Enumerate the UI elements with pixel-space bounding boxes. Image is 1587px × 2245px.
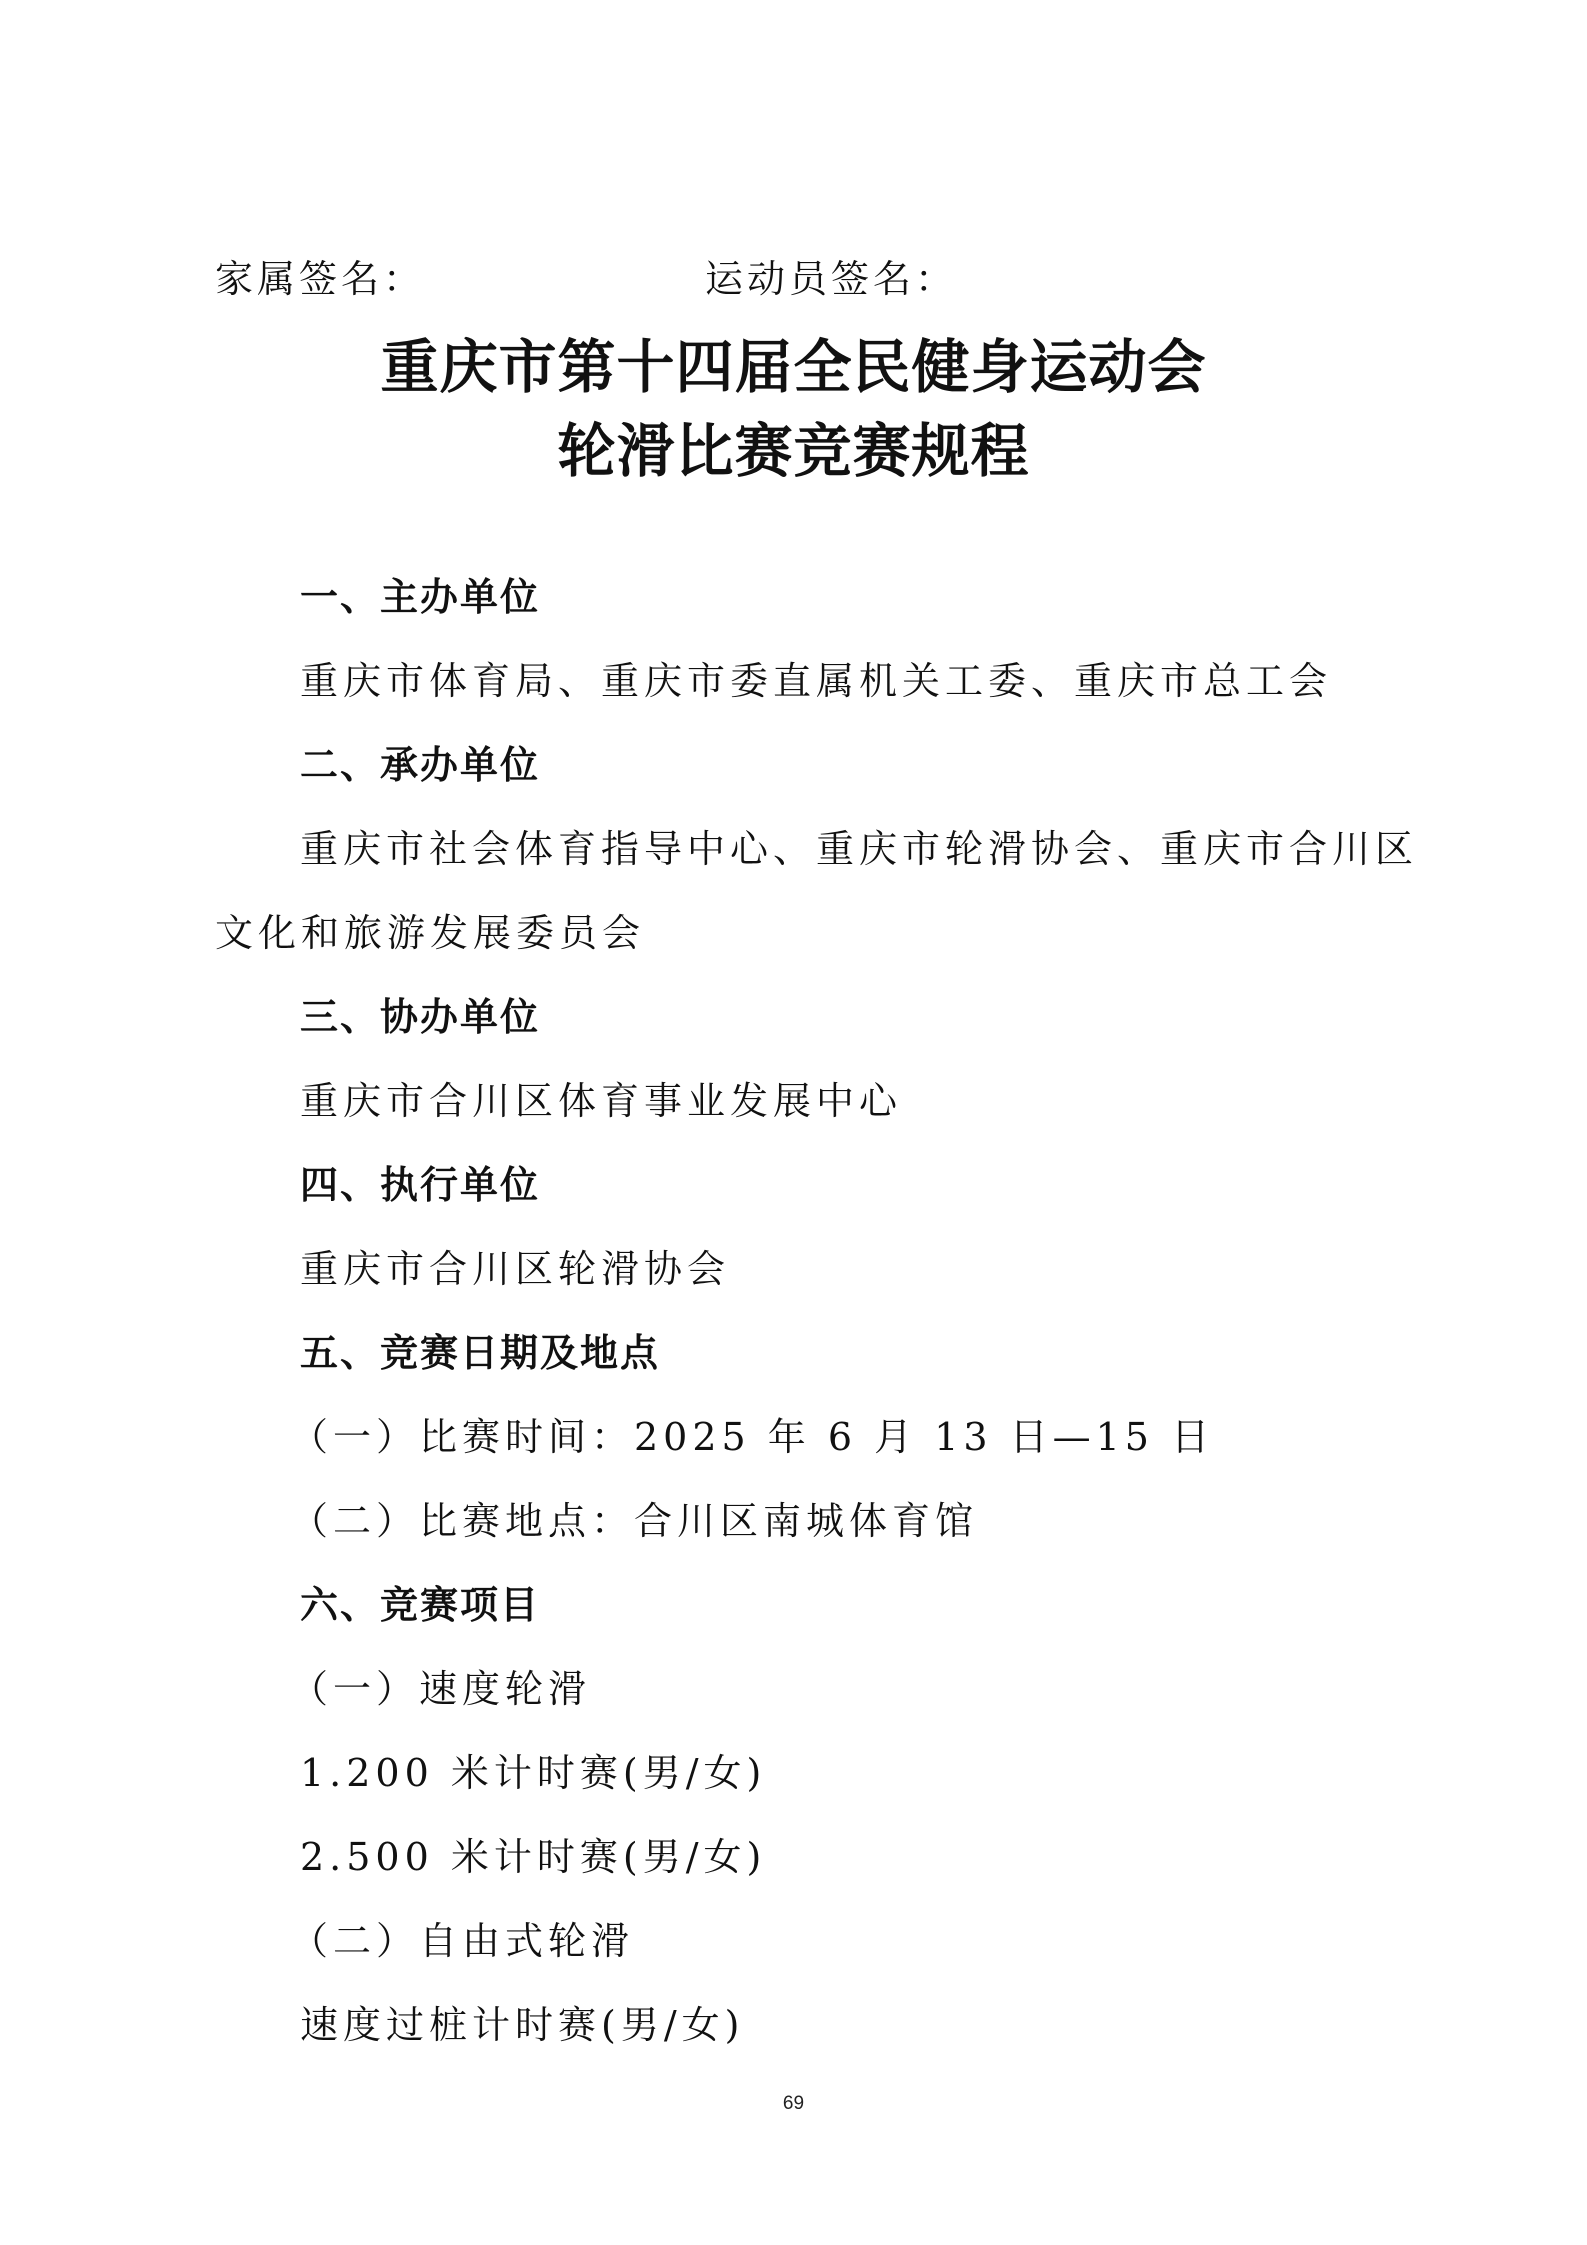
competition-venue: （二）比赛地点：合川区南城体育馆 — [290, 1499, 979, 1543]
section-heading-executor: 四、执行单位 — [300, 1163, 541, 1207]
section-heading-date-venue: 五、竞赛日期及地点 — [300, 1331, 661, 1375]
family-signature-label: 家属签名： — [215, 257, 426, 301]
host-text-line1: 重庆市社会体育指导中心、重庆市轮滑协会、重庆市合川区 — [300, 827, 1419, 871]
athlete-signature-label: 运动员签名： — [705, 257, 958, 301]
freestyle-skating-heading: （二）自由式轮滑 — [290, 1919, 635, 1963]
host-text-line2: 文化和旅游发展委员会 — [215, 911, 646, 955]
section-heading-organizer: 一、主办单位 — [300, 575, 541, 619]
co-organizer-text: 重庆市合川区体育事业发展中心 — [300, 1079, 903, 1123]
competition-time: （一）比赛时间：2025 年 6 月 13 日—15 日 — [290, 1415, 1215, 1459]
organizer-text: 重庆市体育局、重庆市委直属机关工委、重庆市总工会 — [300, 659, 1333, 703]
page-number: 69 — [782, 2093, 805, 2114]
document-title-line1: 重庆市第十四届全民健身运动会 — [380, 333, 1207, 401]
freestyle-event-item: 速度过桩计时赛(男/女) — [300, 2003, 745, 2047]
document-title-line2: 轮滑比赛竞赛规程 — [557, 417, 1030, 485]
section-heading-co-organizer: 三、协办单位 — [300, 995, 541, 1039]
speed-skating-heading: （一）速度轮滑 — [290, 1667, 592, 1711]
executor-text: 重庆市合川区轮滑协会 — [300, 1247, 731, 1291]
speed-event-item: 1.200 米计时赛(男/女) — [300, 1751, 767, 1795]
section-heading-events: 六、竞赛项目 — [300, 1583, 541, 1627]
speed-event-item: 2.500 米计时赛(男/女) — [300, 1835, 767, 1879]
section-heading-host: 二、承办单位 — [300, 743, 541, 787]
signature-line — [215, 248, 1415, 308]
